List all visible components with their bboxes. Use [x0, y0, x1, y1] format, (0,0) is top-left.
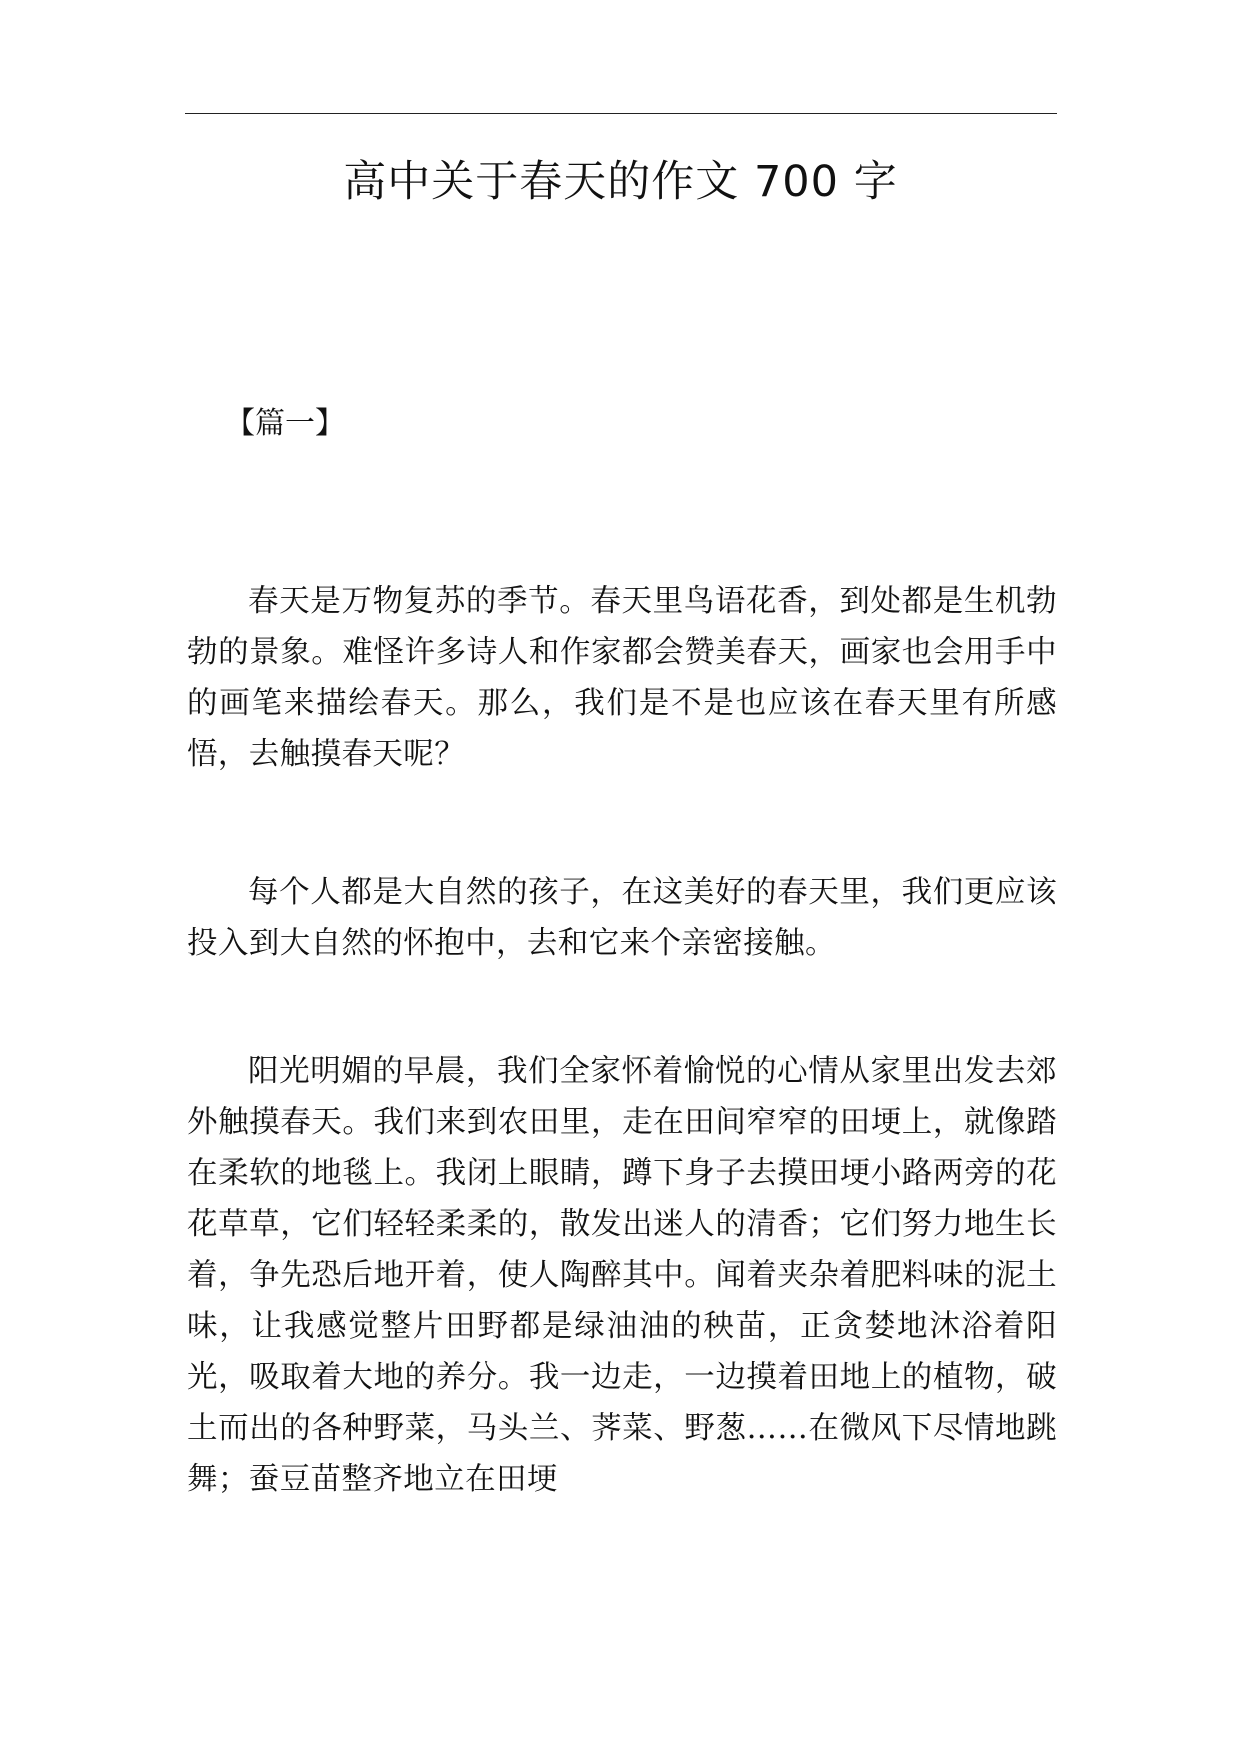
paragraph-2: 每个人都是大自然的孩子，在这美好的春天里，我们更应该投入到大自然的怀抱中，去和它来个亲密接触。 [187, 875, 1057, 961]
section-heading: 【篇一】 [225, 406, 345, 441]
header-rule [185, 113, 1057, 114]
paragraph-3: 阳光明媚的早晨，我们全家怀着愉悦的心情从家里出发去郊外触摸春天。我们来到农田里，走在田间窄窄的田埂上，就像踏在柔软的地毯上。我闭上眼睛，蹲下身子去摸田埂小路两旁的花花草草，它们轻轻柔柔的，散发出迷人的清香；它们努力地生长着，争先恐后地开着，使人陶醉其中。闻着夹杂着肥料味的泥土味，让我感觉整片田野都是绿油油的秧苗，正贪婪地沐浴着阳光，吸取着大地的养分。我一边走，一边摸着田地上的植物，破土而出的各种野菜，马头兰、荠菜、野葱……在微风下尽情地跳舞；蚕豆苗整齐地立在田埂 [187, 1054, 1057, 1497]
document-title: 高中关于春天的作文 700 字 [343, 157, 898, 207]
paragraph-1: 春天是万物复苏的季节。春天里鸟语花香，到处都是生机勃勃的景象。难怪许多诗人和作家都会赞美春天，画家也会用手中的画笔来描绘春天。那么，我们是不是也应该在春天里有所感悟，去触摸春天呢？ [187, 584, 1057, 772]
